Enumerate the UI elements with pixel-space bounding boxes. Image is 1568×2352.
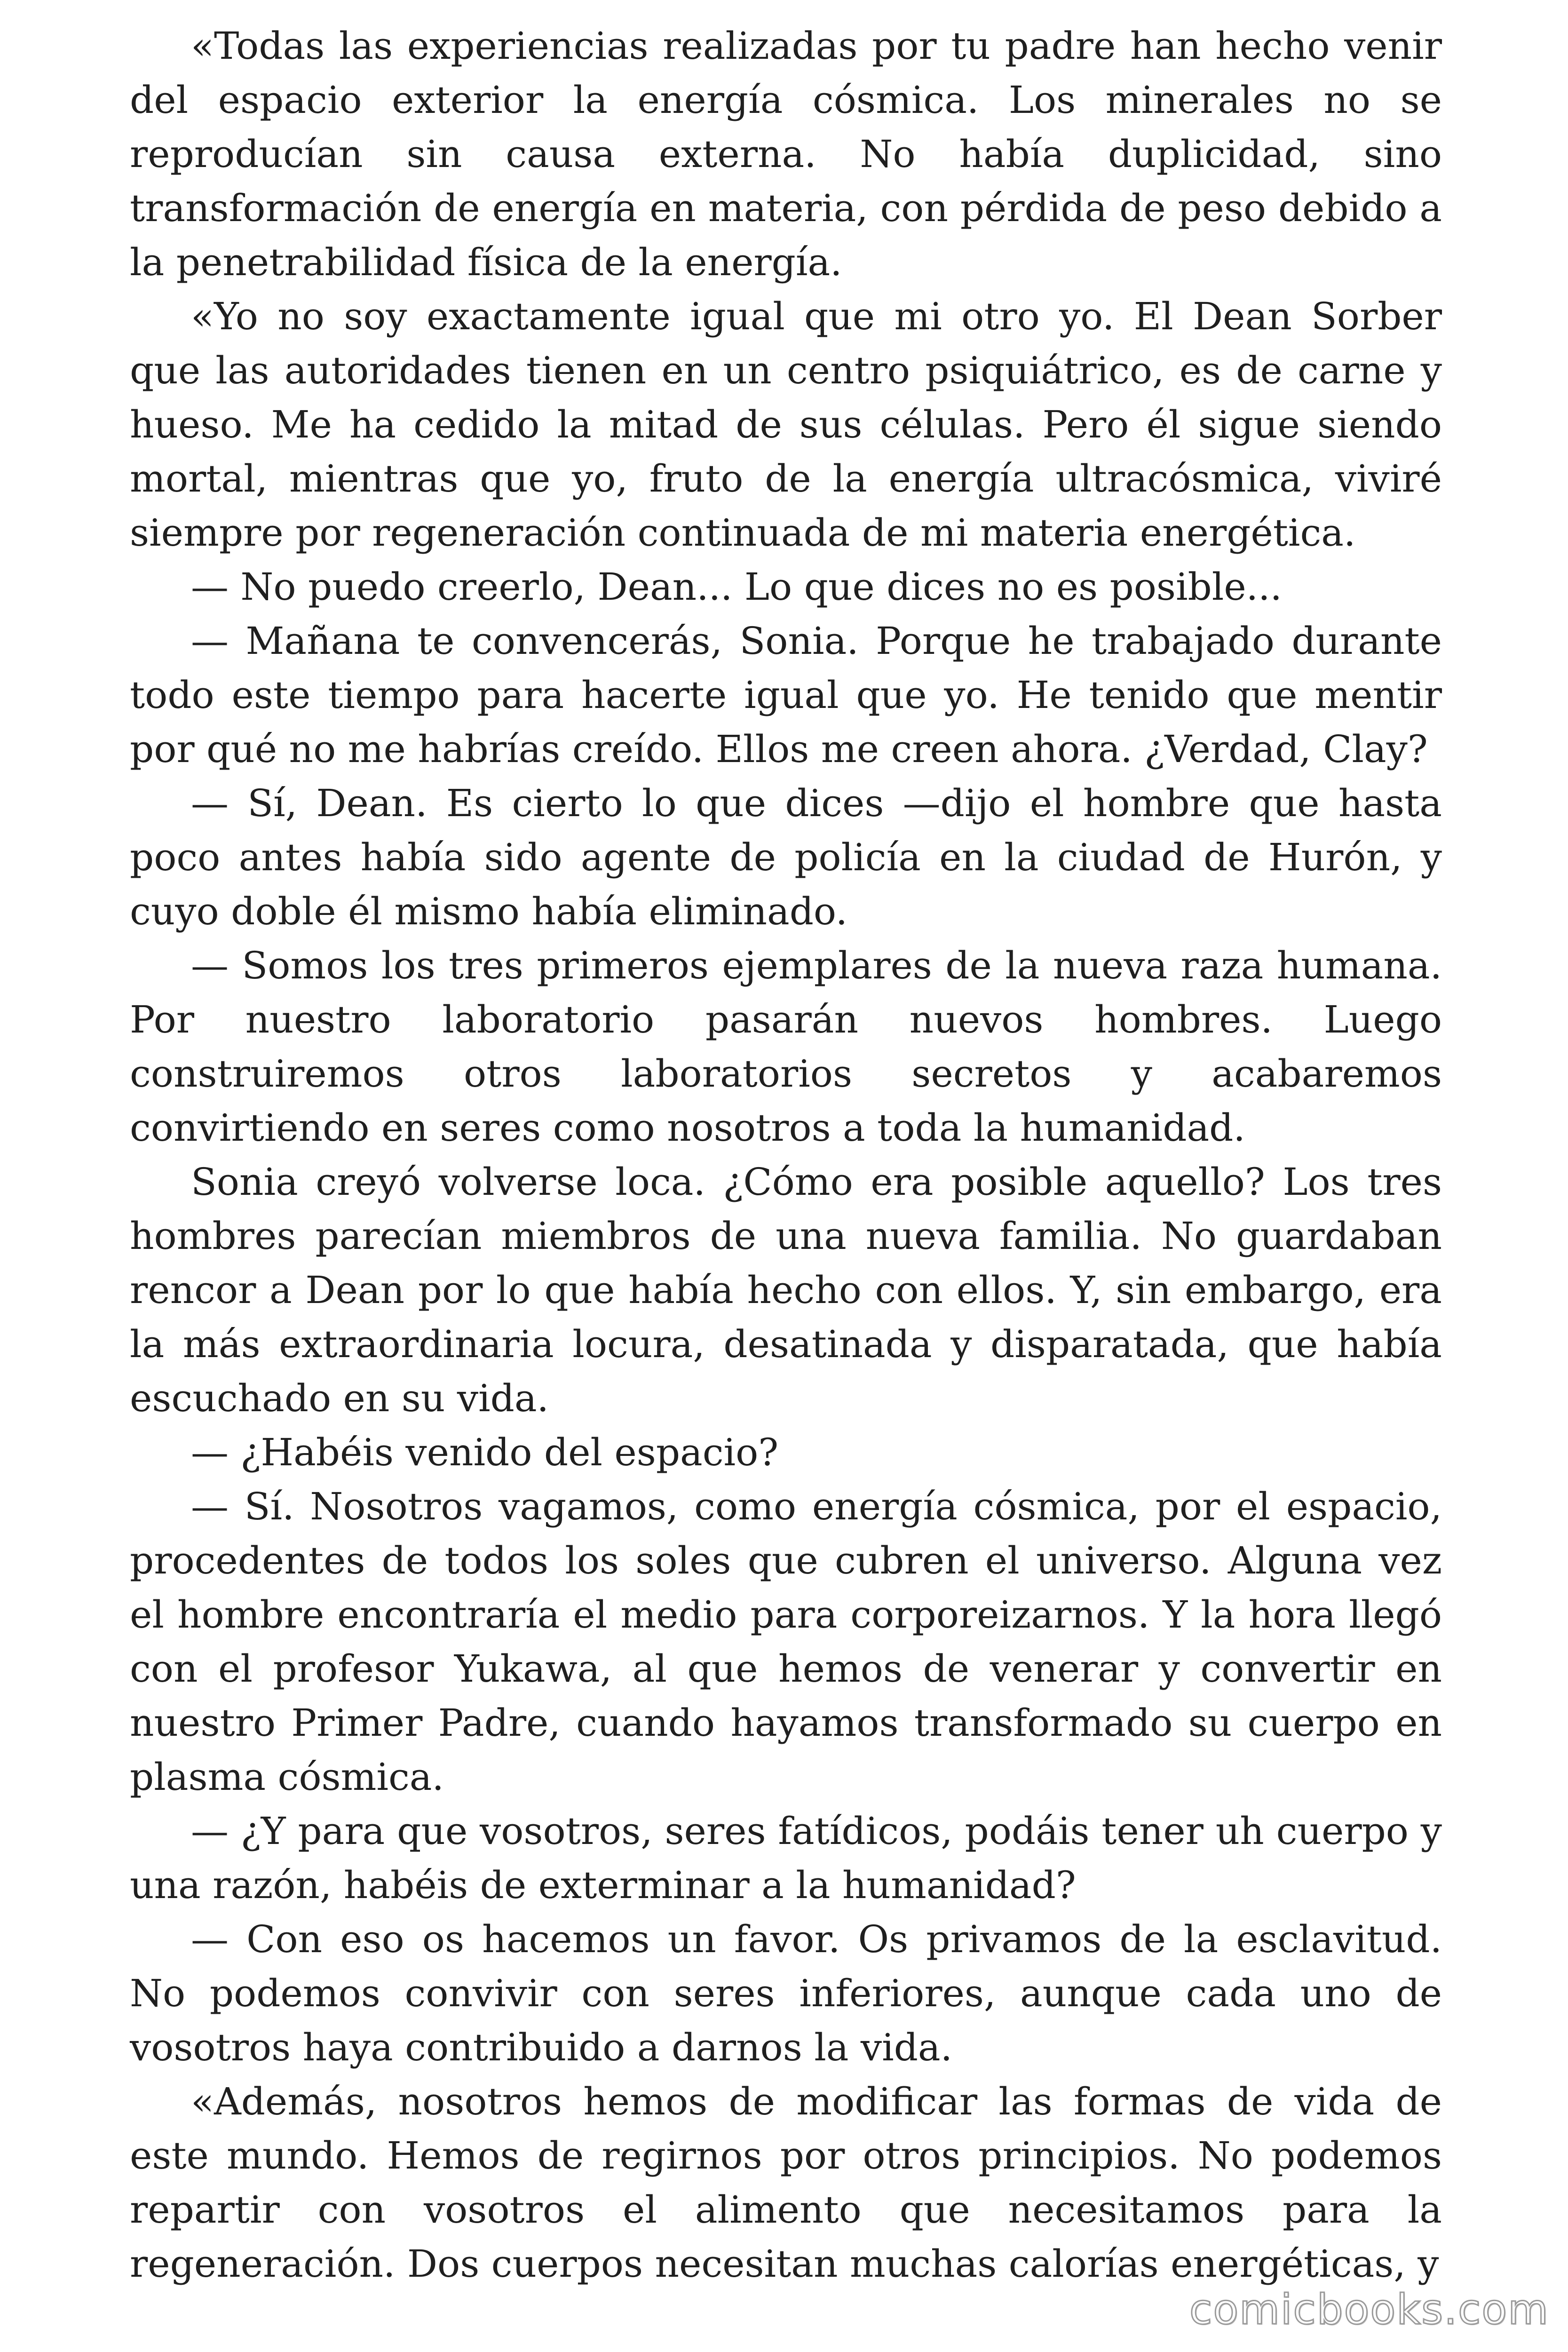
dialogue-line: — Sí. Nosotros vagamos, como energía cósmica, por el espacio, procedentes de todos los soles que cubren el universo. Alguna vez el hombre encontraría el medio para corporeizarnos. Y la hora llegó con el profesor Yukawa, al que hemos de venerar y convertir en nuestro Primer Padre, cuando hayamos transformado su cuerpo en plasma cósmica. xyxy=(130,1485,1442,1799)
dialogue-line: — No puedo creerlo, Dean... Lo que dices no es posible... xyxy=(191,565,1282,609)
book-page-text xyxy=(130,19,1442,2291)
watermark: comicbooks.com xyxy=(1189,2285,1549,2334)
dialogue-line: — ¿Habéis venido del espacio? xyxy=(191,1430,779,1474)
dialogue-line: — Mañana te convencerás, Sonia. Porque he trabajado durante todo este tiempo para hacerte igual que yo. He tenido que mentir por qué no me habrías creído. Ellos me creen ahora. ¿Verdad, Clay? xyxy=(130,619,1442,771)
paragraph: «Yo no soy exactamente igual que mi otro yo. El Dean Sorber que las autoridades tienen en un centro psiquiátrico, es de carne y hueso. Me ha cedido la mitad de sus células. Pero él sigue siendo mortal, mientras que yo, fruto de la energía ultracósmica, viviré siempre por regeneración continuada de mi materia energética. xyxy=(130,294,1442,555)
paragraph: «Todas las experiencias realizadas por tu padre han hecho venir del espacio exterior la energía cósmica. Los minerales no se reproducían sin causa externa. No había duplicidad, sino transformación de energía en materia, con pérdida de peso debido a la penetrabilidad física de la energía. xyxy=(130,24,1442,284)
dialogue-line: — Sí, Dean. Es cierto lo que dices —dijo el hombre que hasta poco antes había sido agente de policía en la ciudad de Hurón, y cuyo doble él mismo había eliminado. xyxy=(130,781,1442,933)
dialogue-line: — Con eso os hacemos un favor. Os privamos de la esclavitud. No podemos convivir con seres inferiores, aunque cada uno de vosotros haya contribuido a darnos la vida. xyxy=(130,1917,1442,2069)
paragraph: «Además, nosotros hemos de modificar las formas de vida de este mundo. Hemos de regirnos por otros principios. No podemos repartir con vosotros el alimento que necesitamos para la regeneración. Dos cuerpos necesitan muchas calorías energéticas, y xyxy=(130,2080,1442,2286)
paragraph: Sonia creyó volverse loca. ¿Cómo era posible aquello? Los tres hombres parecían miembros de una nueva familia. No guardaban rencor a Dean por lo que había hecho con ellos. Y, sin embargo, era la más extraordinaria locura, desatinada y disparatada, que había escuchado en su vida. xyxy=(130,1160,1442,1420)
dialogue-line: — Somos los tres primeros ejemplares de la nueva raza humana. Por nuestro laboratorio pasarán nuevos hombres. Luego construiremos otros laboratorios secretos y acabaremos convirtiendo en seres como nosotros a toda la humanidad. xyxy=(130,944,1442,1150)
dialogue-line: — ¿Y para que vosotros, seres fatídicos, podáis tener uh cuerpo y una razón, habéis de exterminar a la humanidad? xyxy=(130,1809,1442,1907)
